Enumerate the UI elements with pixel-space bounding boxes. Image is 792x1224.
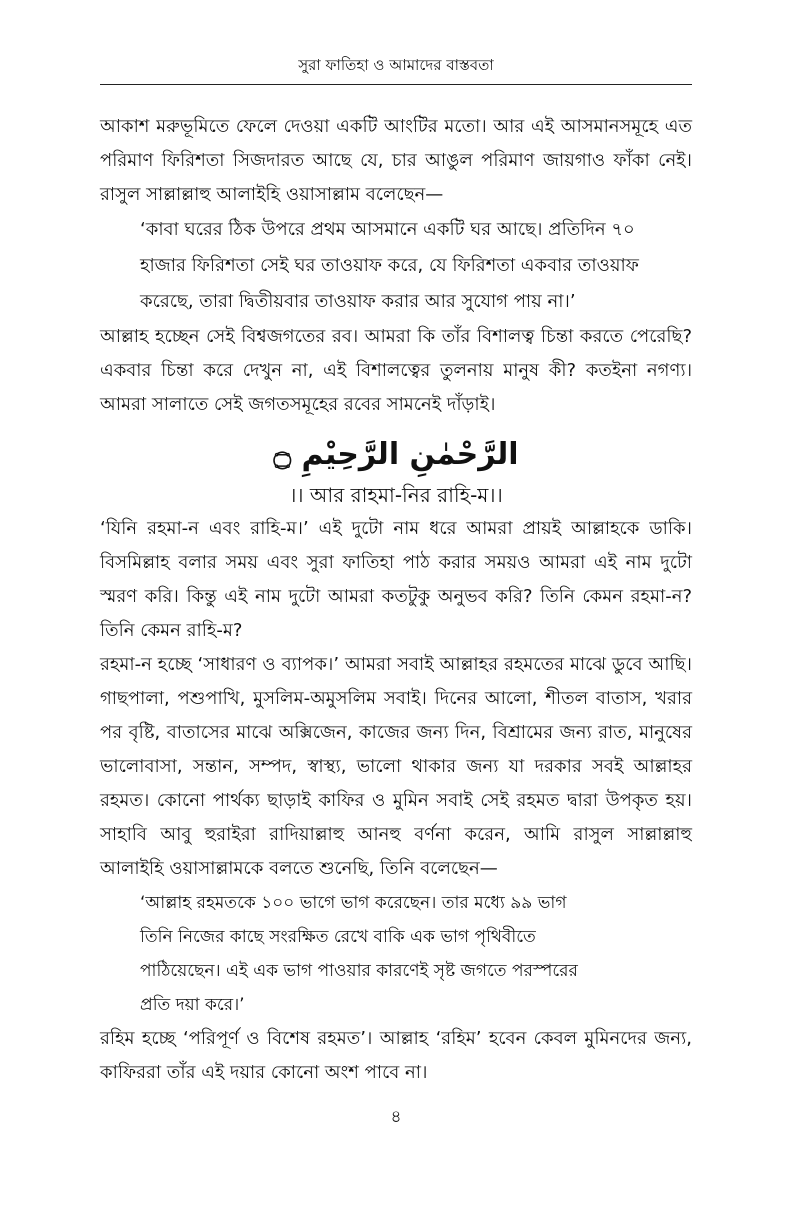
paragraph-3: ‘যিনি রহমা-ন এবং রাহি-ম।’ এই দুটো নাম ধরে আমরা প্রায়ই আল্লাহকে ডাকি। বিসমিল্লাহ বলার সময় এবং সুরা ফাতিহা পাঠ করার সময়ও আমরা এই নাম দুটো স্মরণ করি। কিন্তু এই নাম দুটো আমরা কতটুকু অনুভব করি? তিনি কেমন রহমা-ন? তিনি কেমন রাহি-ম? [100,518,692,641]
arabic-verse: الرَّحْمٰنِ الرَّحِيْمِ ۝ [273,437,519,472]
hadith-quote-1 [100,212,692,320]
paragraph-4: রহমা-ন হচ্ছে ‘সাধারণ ও ব্যাপক।’ আমরা সবাই আল্লাহর রহমতের মাঝে ডুবে আছি। গাছপালা, পশুপাখি, মুসলিম-অমুসলিম সবাই। দিনের আলো, শীতল বাতাস, খরার পর বৃষ্টি, বাতাসের মাঝে অক্সিজেন, কাজের জন্য দিন, বিশ্রামের জন্য রাত, মানুষের ভালোবাসা, সন্তান, সম্পদ, স্বাস্থ্য, ভালো থাকার জন্য যা দরকার সবই আল্লাহর রহমত। কোনো পার্থক্য ছাড়াই কাফির ও মুমিন সবাই সেই রহমত দ্বারা উপকৃত হয়। সাহাবি আবু হুরাইরা রাদিয়াল্লাহু আনহু বর্ণনা করেন, আমি রাসুল সাল্লাল্লাহু আলাইহি ওয়াসাল্লামকে বলতে শুনেছি, তিনি বলেছেন— [100,654,692,879]
hadith-quote-2 [100,886,692,1022]
paragraph-1: আকাশ মরুভূমিতে ফেলে দেওয়া একটি আংটির মতো। আর এই আসমানসমূহে এত পরিমাণ ফিরিশতা সিজদারত আছে যে, চার আঙুল পরিমাণ জায়গাও ফাঁকা নেই। রাসুল সাল্লাল্লাহু আলাইহি ওয়াসাল্লাম বলেছেন— [100,116,692,205]
header-divider [100,84,692,85]
quote-line: করেছে, তারা দ্বিতীয়বার তাওয়াফ করার আর সুযোগ পায় না।’ [140,291,576,312]
running-header: সুরা ফাতিহা ও আমাদের বাস্তবতা [298,56,494,74]
section-title: ।। আর রাহমা-নির রাহি-ম।। [289,483,503,507]
quote-line: প্রতি দয়া করে।’ [140,995,245,1015]
quote-line: পাঠিয়েছেন। এই এক ভাগ পাওয়ার কারণেই সৃষ্ট জগতে পরস্পরের [140,961,578,981]
quote-line: ‘কাবা ঘরের ঠিক উপরে প্রথম আসমানে একটি ঘর আছে। প্রতিদিন ৭০ [140,219,635,240]
paragraph-5: রহিম হচ্ছে ‘পরিপূর্ণ ও বিশেষ রহমত’। আল্লাহ ‘রহিম’ হবেন কেবল মুমিনদের জন্য, কাফিররা তাঁর এই দয়ার কোনো অংশ পাবে না। [100,1028,692,1083]
page-number: ৪ [390,1107,402,1127]
quote-line: হাজার ফিরিশতা সেই ঘর তাওয়াফ করে, যে ফিরিশতা একবার তাওয়াফ [140,255,639,276]
quote-line: ‘আল্লাহ রহমতকে ১০০ ভাগে ভাগ করেছেন। তার মধ্যে ৯৯ ভাগ [140,893,567,913]
paragraph-2: আল্লাহ হচ্ছেন সেই বিশ্বজগতের রব। আমরা কি তাঁর বিশালত্ব চিন্তা করতে পেরেছি? একবার চিন্তা করে দেখুন না, এই বিশালত্বের তুলনায় মানুষ কী? কতইনা নগণ্য। আমরা সালাতে সেই জগতসমূহের রবের সামনেই দাঁড়াই। [100,326,692,415]
quote-line: তিনি নিজের কাছে সংরক্ষিত রেখে বাকি এক ভাগ পৃথিবীতে [140,927,536,947]
page-content [100,110,692,1090]
